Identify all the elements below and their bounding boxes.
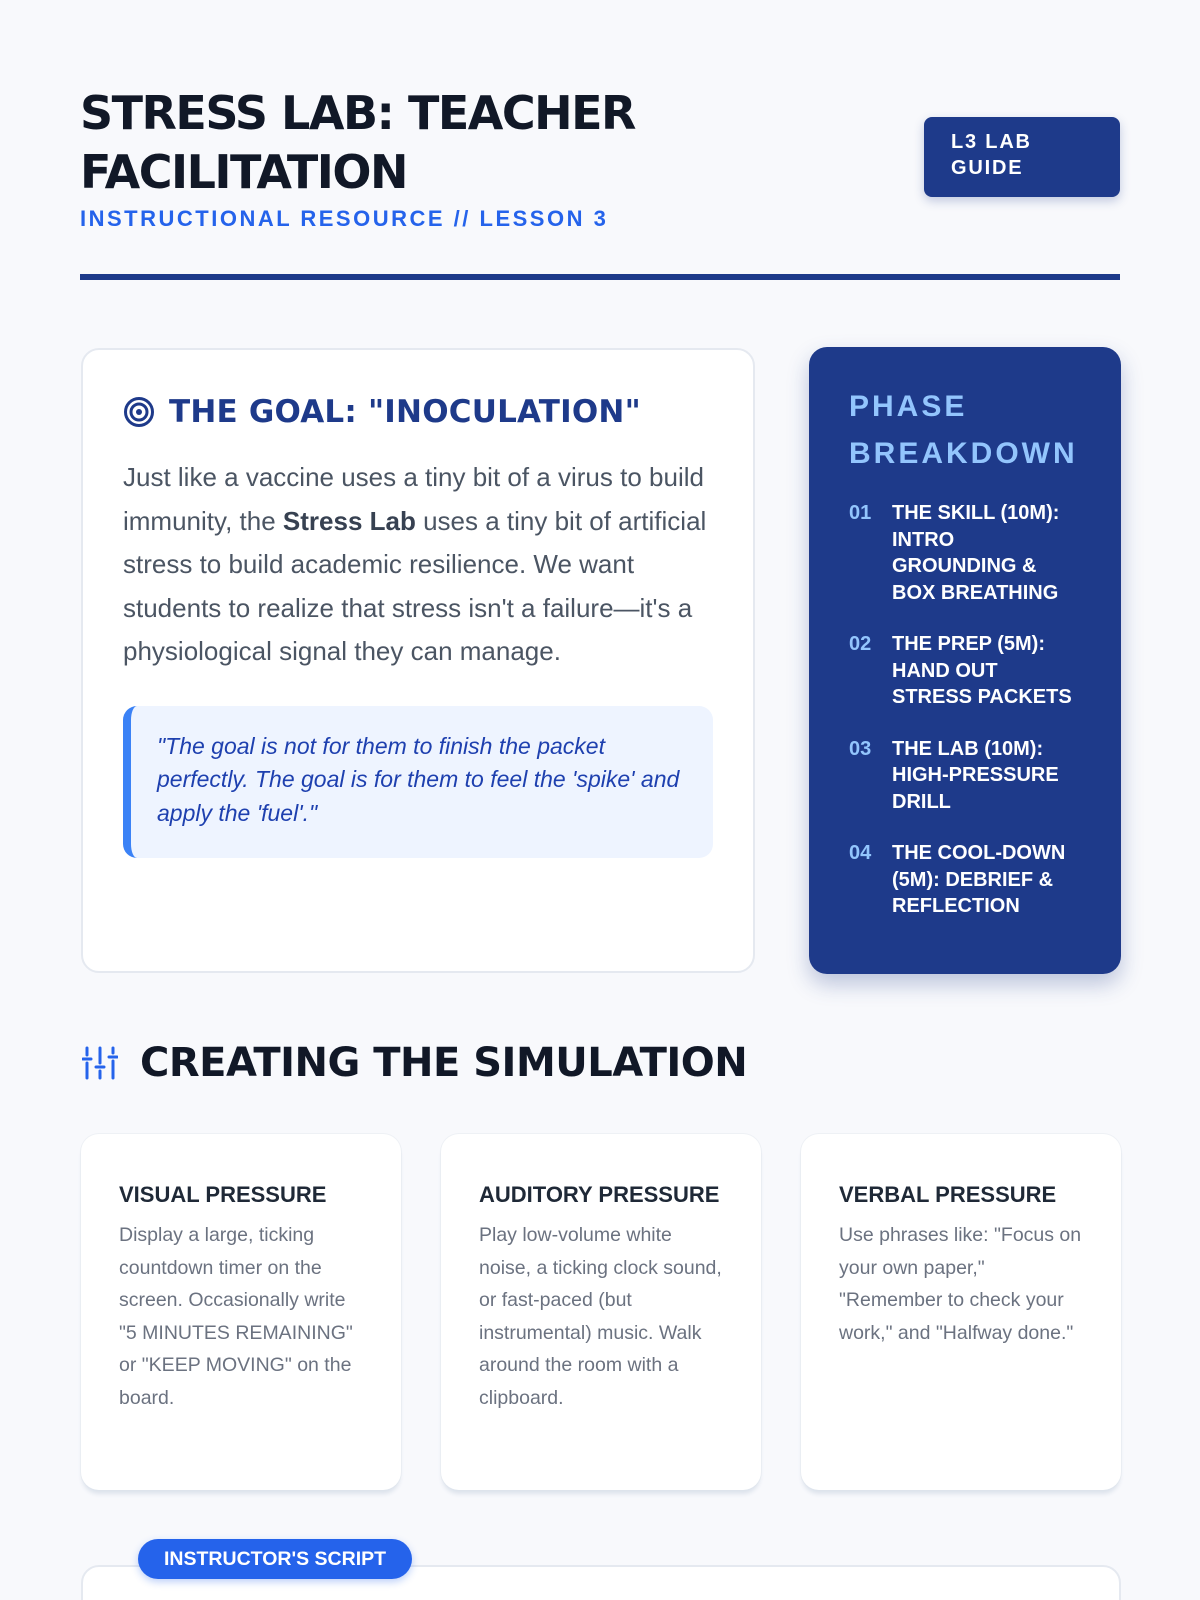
phase-item [849,840,1083,920]
goal-quote: "The goal is not for them to finish the packet perfectly. The goal is for them to feel the 'spike' and apply the 'fuel'." [123,706,713,859]
phase-breakdown-panel [809,347,1121,974]
phase-number: 04 [849,842,872,864]
card-body: Display a large, ticking countdown timer on the screen. Occasionally write "5 MINUTES REMAINING" or "KEEP MOVING" on the board. [119,1224,353,1409]
page-header [80,84,1120,232]
goal-body-text: Just like a vaccine uses a tiny bit of a virus to build immunity, the [123,462,704,536]
goal-card [81,348,755,973]
phase-number: 02 [849,633,872,655]
goal-body-text-cont: uses a tiny bit of artificial stress to build academic resilience. We want students to realize that stress isn't a failure—it's a physiological signal they can manage. [123,505,707,666]
visual-pressure-card [81,1134,401,1490]
phase-text: THE SKILL (10M): INTRO GROUNDING & BOX BREATHING [892,502,1060,604]
phase-list [849,500,1083,920]
instructor-script-label: INSTRUCTOR'S SCRIPT [138,1539,412,1579]
goal-body-emphasis: Stress Lab [282,505,416,536]
phase-item [849,736,1083,816]
sliders-icon [82,1045,118,1081]
verbal-pressure-card [801,1134,1121,1490]
card-title: VERBAL PRESSURE [839,1182,1057,1207]
simulation-title: CREATING THE SIMULATION [140,1040,748,1086]
phase-text: THE COOL-DOWN (5M): DEBRIEF & REFLECTION [892,842,1066,917]
target-icon [123,396,155,428]
page-title: STRESS LAB: TEACHER FACILITATION [80,86,635,199]
card-title: VISUAL PRESSURE [119,1182,327,1207]
auditory-pressure-card [441,1134,761,1490]
phase-number: 01 [849,502,872,524]
simulation-header [82,1040,747,1086]
phase-item [849,500,1083,606]
phase-text: THE LAB (10M): HIGH-PRESSURE DRILL [892,737,1059,813]
goal-title: THE GOAL: "INOCULATION" [169,394,641,430]
header-divider [80,274,1120,280]
lab-guide-badge: L3 LAB GUIDE [924,117,1120,197]
phase-item [849,631,1083,711]
page-subtitle: INSTRUCTIONAL RESOURCE // LESSON 3 [80,206,609,231]
card-body: Play low-volume white noise, a ticking clock sound, or fast-paced (but instrumental) music. Walk around the room with a clipboard. [479,1224,722,1409]
phase-text: THE PREP (5M): HAND OUT STRESS PACKETS [892,633,1072,708]
goal-header [123,394,713,430]
phase-number: 03 [849,737,872,760]
card-body: Use phrases like: "Focus on your own paper," "Remember to check your work," and "Halfway done." [839,1224,1082,1344]
card-title: AUDITORY PRESSURE [479,1182,720,1207]
phase-title: PHASE BREAKDOWN [849,390,1078,470]
goal-description [123,456,713,674]
